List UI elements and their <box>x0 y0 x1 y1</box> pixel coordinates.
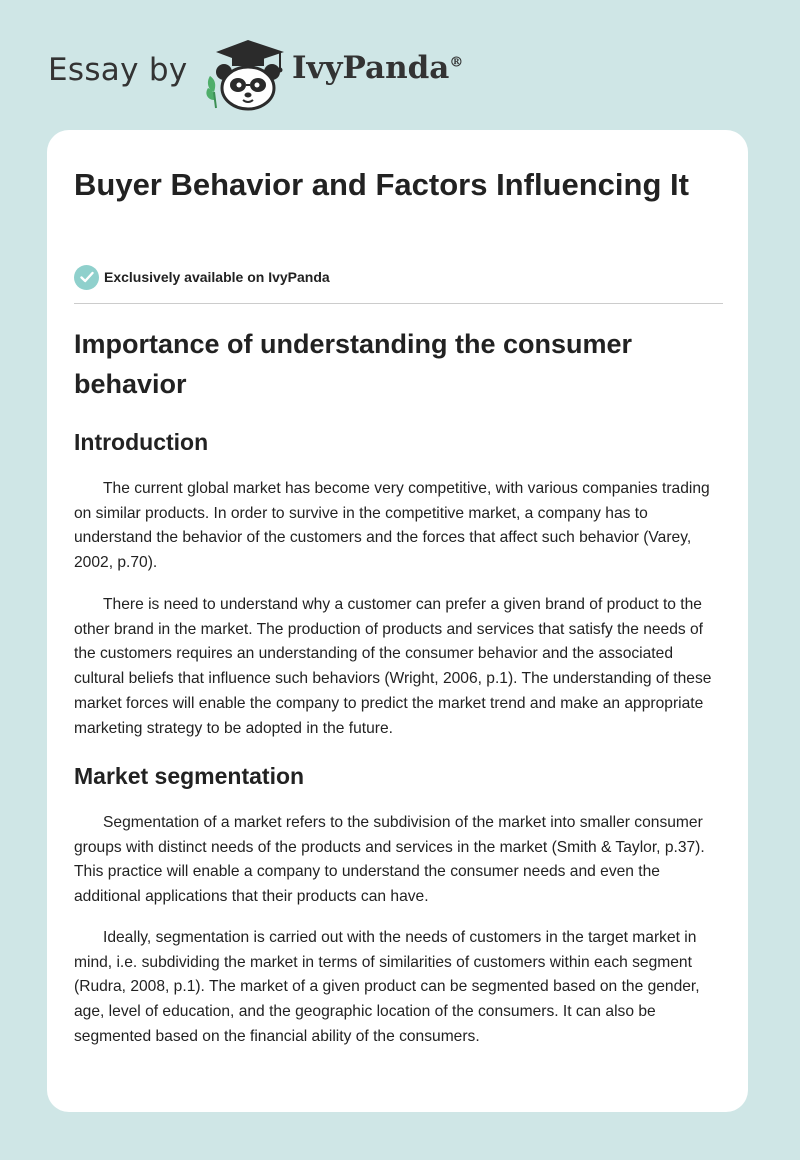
section-heading: Importance of understanding the consumer behavior <box>74 329 633 399</box>
divider <box>74 303 723 304</box>
subsection-heading-market-segmentation: Market segmentation <box>74 763 305 789</box>
badge-text: Exclusively available on IvyPanda <box>104 269 330 285</box>
brand-name-text: IvyPanda <box>292 50 450 86</box>
panda-logo-icon[interactable] <box>204 36 288 117</box>
brand-name[interactable] <box>292 50 463 86</box>
paragraph: The current global market has become very competitive, with various companies trading on similar products. In order to survive in the competitive market, a company has to understand the behavior of the customers and the forces that affect such behavior (Varey, 2002, p.70). <box>74 480 710 572</box>
brand-header <box>48 30 648 110</box>
subsection-heading-introduction: Introduction <box>74 429 209 455</box>
exclusive-badge <box>74 264 330 290</box>
checkmark-icon <box>74 265 99 290</box>
brand-prefix: Essay by <box>48 52 188 88</box>
ivy-leaf-icon <box>206 76 216 108</box>
paragraph: There is need to understand why a customer can prefer a given brand of product to the other brand in the market. The production of products and services that satisfy the needs of the customers requires an understanding of the consumer behavior and the associated cultural beliefs that influence such behaviors (Wright, 2006, p.1). The understanding of these market forces will enable the company to predict the market trend and make an appropriate marketing strategy to be adopted in the future. <box>74 596 712 737</box>
paragraph: Segmentation of a market refers to the subdivision of the market into smaller consumer groups with distinct needs of the products and services in the market (Smith & Taylor, p.37). This practice will enable a company to understand the consumer needs and even the additional applications that their products can have. <box>74 814 705 906</box>
article-title: Buyer Behavior and Factors Influencing It <box>74 167 689 202</box>
article-card <box>47 130 748 1112</box>
paragraph: Ideally, segmentation is carried out with the needs of customers in the target market in mind, i.e. subdividing the market in terms of similarities of customers within each segment (Rudra, 2008, p.1). The market of a given product can be segmented based on the gender, age, level of education, and the geographic location of the consumers. It can also be segmented based on the financial ability of the consumers. <box>74 929 700 1045</box>
registered-mark: ® <box>449 54 464 71</box>
